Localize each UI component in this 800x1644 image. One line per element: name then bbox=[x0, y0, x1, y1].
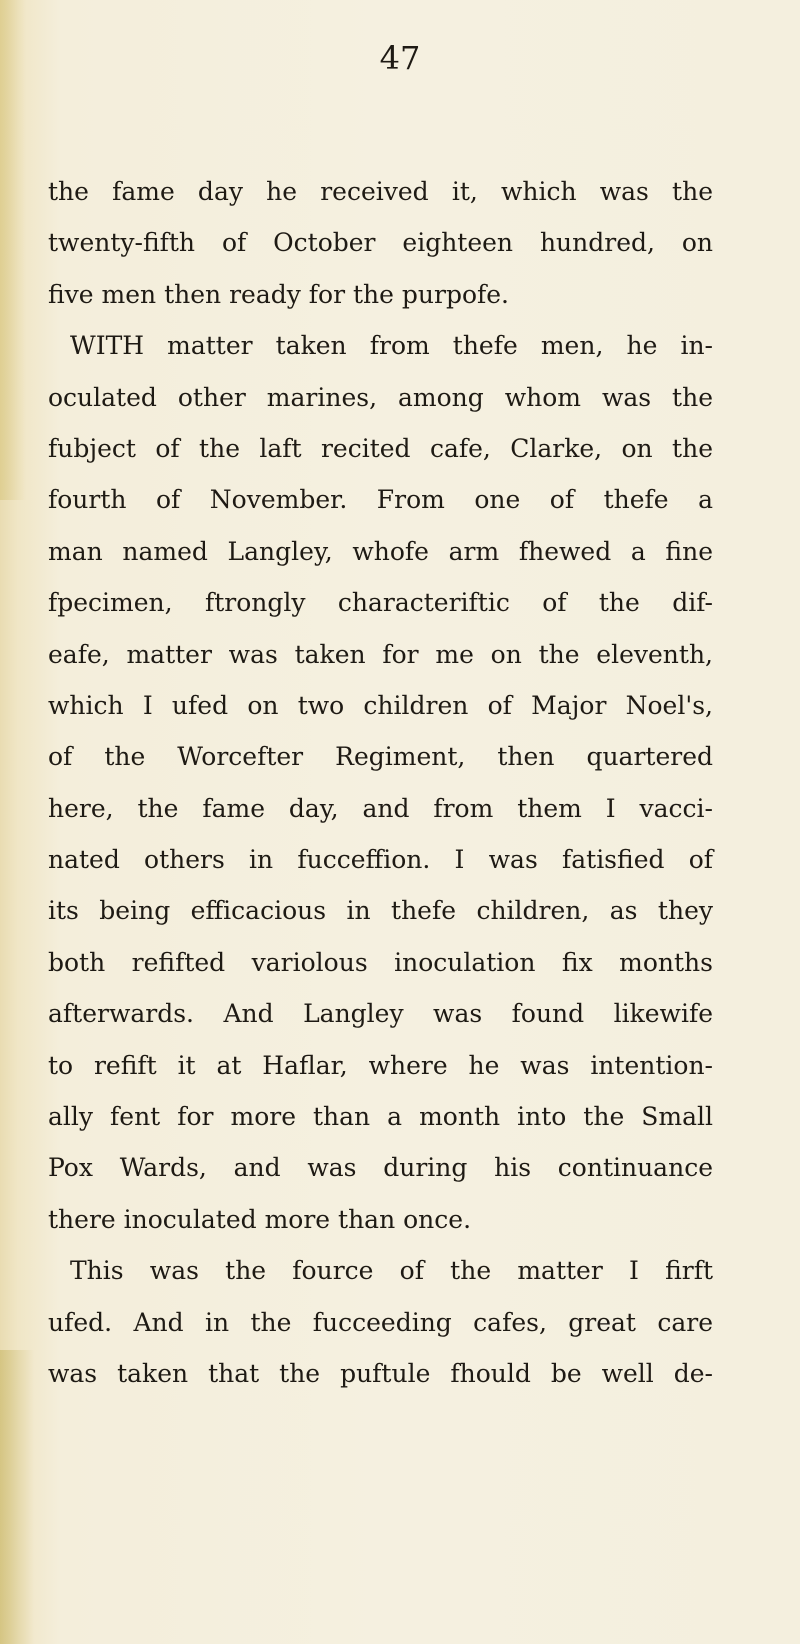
text-line: ally fent for more than a month into the Small bbox=[48, 1102, 713, 1132]
text-line: afterwards. And Langley was found likewife bbox=[48, 999, 713, 1029]
text-line: ufed. And in the fucceeding cafes, great care bbox=[48, 1307, 713, 1337]
text-line: man named Langley, whofe arm fhewed a fine bbox=[48, 536, 713, 566]
page-edge-stain bbox=[0, 1350, 34, 1644]
text-line: fourth of November. From one of thefe a bbox=[48, 485, 713, 515]
text-line: five men then ready for the purpofe. bbox=[48, 279, 509, 309]
text-line: which I ufed on two children of Major Noel's, bbox=[48, 690, 713, 720]
text-line: eafe, matter was taken for me on the eleventh, bbox=[48, 639, 713, 669]
text-line: nated others in fucceffion. I was fatisfied of bbox=[48, 845, 713, 875]
body-text bbox=[48, 166, 713, 1399]
text-line: to refift it at Haflar, where he was intention- bbox=[48, 1050, 713, 1080]
text-line: Pox Wards, and was during his continuance bbox=[48, 1153, 713, 1183]
text-line: of the Worcefter Regiment, then quartered bbox=[48, 742, 713, 772]
text-line: its being efficacious in thefe children, as they bbox=[48, 896, 713, 926]
text-line: oculated other marines, among whom was the bbox=[48, 382, 713, 412]
text-line: here, the fame day, and from them I vacci- bbox=[48, 793, 713, 823]
text-line: This was the fource of the matter I firft bbox=[70, 1256, 713, 1286]
text-line: both refifted variolous inoculation fix months bbox=[48, 947, 713, 977]
text-line: WITH matter taken from thefe men, he in- bbox=[70, 331, 713, 361]
text-line: the fame day he received it, which was the bbox=[48, 177, 713, 206]
text-line: fubject of the laft recited cafe, Clarke, on the bbox=[48, 433, 713, 463]
text-line: fpecimen, ftrongly characteriftic of the dif- bbox=[48, 588, 713, 618]
text-line: was taken that the puftule fhould be well de- bbox=[48, 1358, 713, 1388]
page-edge-stain bbox=[0, 0, 26, 500]
page-number: 47 bbox=[379, 39, 421, 77]
text-line: there inoculated more than once. bbox=[48, 1204, 472, 1234]
text-line: twenty-fifth of October eighteen hundred, on bbox=[48, 228, 713, 258]
